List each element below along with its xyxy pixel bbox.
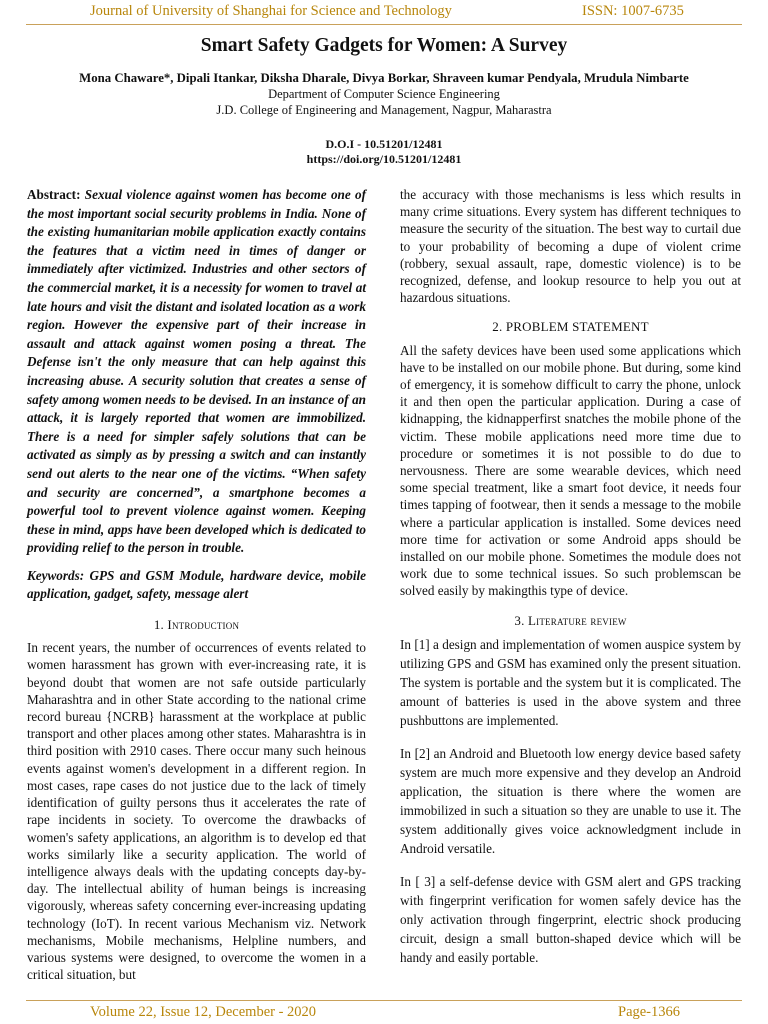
keywords-label: Keywords: [27,567,85,583]
page-number: Page-1366 [618,1004,681,1020]
running-footer [0,1004,768,1024]
doi-link[interactable]: https://doi.org/10.51201/12481 [306,152,462,166]
issn: ISSN: 1007-6735 [582,3,684,19]
header-rule [26,24,742,25]
left-column [27,186,366,983]
section-heading-literature-review: 3. Literature review [514,612,627,628]
section-heading-problem-statement: 2. PROBLEM STATEMENT [492,319,649,335]
authors: Mona Chaware*, Dipali Itankar, Diksha Dharale, Divya Borkar, Shraveen kumar Pendyala, Mrudula Nimbarte [79,71,689,85]
introduction-text: In recent years, the number of occurrences of events related to women harassment has grown with ever-increasing rate, it is beyond doubt that women are not safe outside particularly Maharashtra and in other State according to the national crime record bureau {NCRB} harassment at the workplace at public transport and other places among other states. Maharashtra is in third position with 2910 cases. There occur many such heinous events against women's development in a different region. In most cases, rape cases do not justice due to the lack of timely identification of guilty persons thus it accelerates the rate of rape incidents in society. To overcome the drawbacks of women's safety applications, an algorithm is to develop ed that works similarly like a security application. The world of intelligence always deals with the updating concepts day-by-day. The intellectual ability of human beings is increasing vigorously, whereas safety concerning ever-increasing updating technology (IoT). In recent various Mechanism viz. Network mechanisms, Mobile mechanisms, Helpline numbers, and various systems were designed, to overcome the women in a critical situation, but [27,640,366,983]
running-header [0,3,768,23]
problem-statement-text: All the safety devices have been used some applications which have to be installed on our mobile phone. But during, some kind of emergency, it is somehow difficult to carry the phone, unlock it and then open the particular application. During a case of kidnapping, the kidnapperfirst snatches the mobile phone of the victim. These mobile applications need more time due to procedure or sometimes it is not possible to do due to nervousness. There are some wearable devices, which need some special treatment, like a smart foot device, it needs four times tapping of footwear, then it sends a message to the mobile where a particular application is installed. Some devices need more time for activation or some Android apps should be installed on our mobile phone. Sometimes the module does not work due to some technical issues. So such problemscan be solved easily by makingthis type of device. [400,342,741,599]
paper-title: Smart Safety Gadgets for Women: A Survey [200,35,568,56]
volume-issue: Volume 22, Issue 12, December - 2020 [90,1004,317,1020]
journal-name: Journal of University of Shanghai for Science and Technology [90,3,452,19]
abstract-text: Sexual violence against women has become one of the most important social security problems in India. None of the existing humanitarian mobile application exactly contains the features that a victim need in times of danger or immediately after victimized. Industries and other sectors of the commercial market, it is a necessity for women to travel at late hours and visit the distant and isolated location as a work region. However the expensive part of their increase in assault and attack against women posing a threat. The Defense isn't the only measure that can help against this increasing abuse. A security solution that creates a sense of safety among women needs to be devised. In an instance of an attack, it is largely reported that women are immobilized. There is a need for simpler safely solutions that can be activated as simply as by pressing a switch and can instantly send out alerts to the near one of the victims. “When safety and security are concerned”, a smartphone becomes a powerful tool to prevent violence against women. Keeping these in mind, apps have been developed which is dedicated to providing relief to the person in trouble. [27,187,366,556]
footer-rule [26,1000,742,1001]
section-heading-introduction: 1. Introduction [153,617,240,633]
keywords-text: GPS and GSM Module, hardware device, mobile application, gadget, safety, message alert [27,567,367,602]
right-column [400,186,741,981]
abstract [27,186,366,558]
abstract-label: Abstract: [27,187,81,202]
college: J.D. College of Engineering and Management, Nagpur, Maharastra [216,103,552,117]
doi: D.O.I - 10.51201/12481 [325,137,443,151]
literature-paragraph: In [ 3] a self-defense device with GSM alert and GPS tracking with fingerprint verification for women safely device has the only activation through fingerprint, electric shock producing circuit, design a small button-shaped device which will be handy and easily portable. [400,873,741,965]
keywords [27,567,366,604]
introduction-continued: the accuracy with those mechanisms is less which results in many crime situations. Every system has different techniques to measure the security of the situation. The best way to curtail due to your probability of becoming a dupe of violent crime (robbery, sexual assault, rape, domestic violence) is to be recognized, defense, and lookup resource to help you out at hazardous situations. [400,187,741,306]
department: Department of Computer Science Engineering [268,87,500,101]
literature-paragraph: In [2] an Android and Bluetooth low energy device based safety system are much more expensive and they develop an Android application, the situation is there where the women are immobilized in such a situation so they are unable to use it. The system additionally gives voice acknowledgment include in Android versatile. [400,745,741,856]
literature-paragraph: In [1] a design and implementation of women auspice system by utilizing GPS and GSM has examined only the present situation. The system is portable and the system but it is complicated. The amount of batteries is used in the above system and three pushbuttons are implemented. [400,636,741,728]
